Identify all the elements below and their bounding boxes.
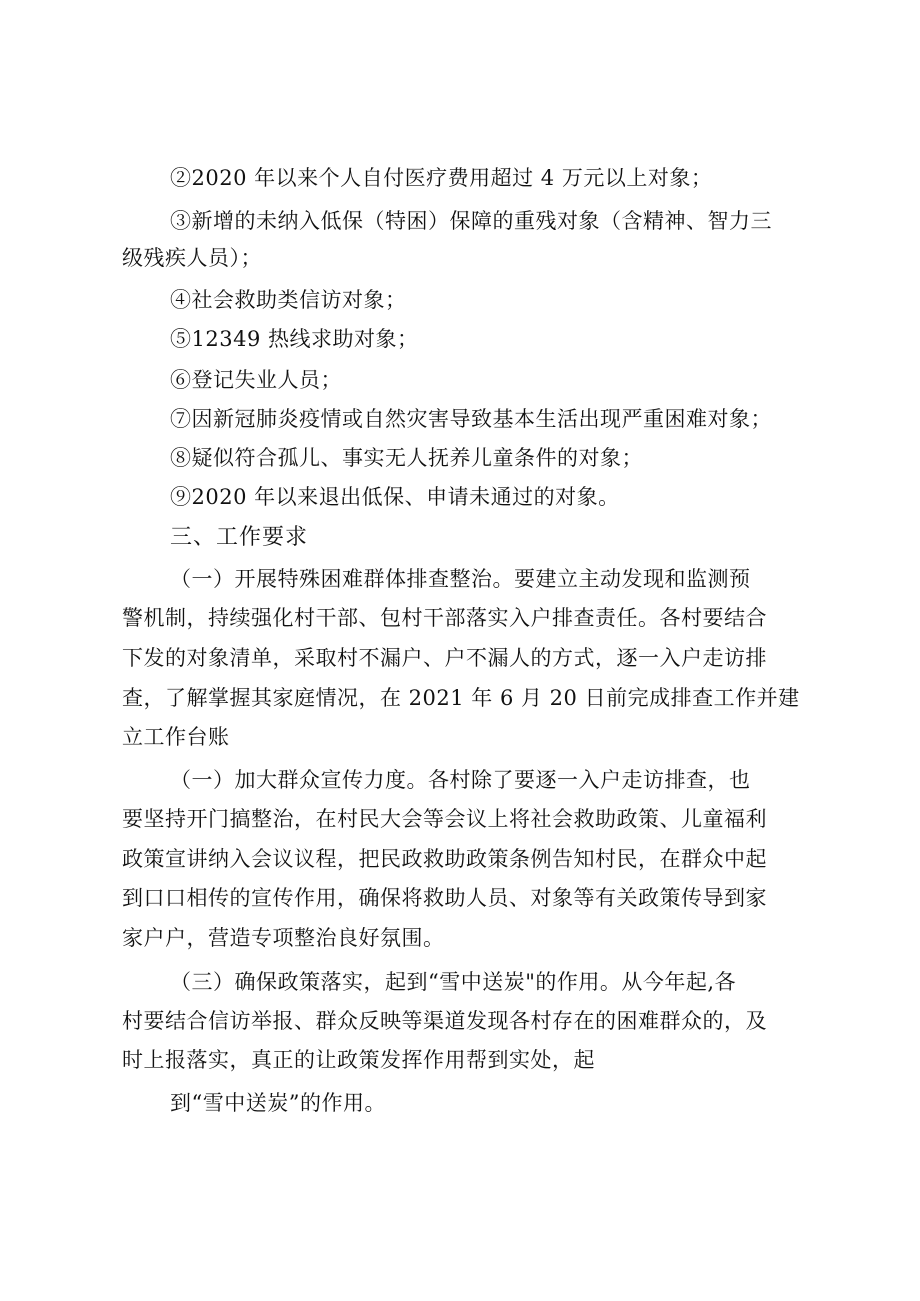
para3-line-4: 到“雪中送炭”的作用。 — [170, 1091, 386, 1115]
para1-line-4: 查，了解掌握其家庭情况，在 2021 年 6 月 20 日前完成排查工作并建 — [122, 686, 800, 710]
list-item-8: ⑧疑似符合孤儿、事实无人抚养儿童条件的对象； — [170, 446, 643, 470]
list-item-4: ④社会救助类信访对象； — [170, 288, 407, 312]
para2-line-5: 家户户，营造专项整治良好氛围。 — [122, 926, 445, 950]
para2-line-2: 要坚持开门搞整治，在村民大会等会议上将社会救助政策、儿童福利 — [122, 807, 767, 831]
para3-line-3: 时上报落实，真正的让政策发挥作用帮到实处，起 — [122, 1048, 595, 1072]
para1-line-5: 立工作台账 — [122, 725, 230, 749]
list-item-5: ⑤12349 热线求助对象； — [170, 327, 419, 351]
list-item-3: ③新增的未纳入低保（特困）保障的重残对象（含精神、智力三 — [170, 209, 772, 233]
list-item-9: ⑨2020 年以来退出低保、申请未通过的对象。 — [170, 485, 620, 509]
section-heading: 三、工作要求 — [170, 525, 309, 550]
list-item-6: ⑥登记失业人员； — [170, 368, 342, 392]
para1-line-1: （一）开展特殊困难群体排查整治。要建立主动发现和监测预 — [170, 567, 751, 591]
para2-line-1: （一）加大群众宣传力度。各村除了要逐一入户走访排查，也 — [170, 768, 751, 792]
list-item-2: ②2020 年以来个人自付医疗费用超过 4 万元以上对象； — [170, 166, 713, 190]
list-item-3-cont: 级残疾人员）； — [122, 246, 262, 270]
para1-line-2: 警机制，持续强化村干部、包村干部落实入户排查责任。各村要结合 — [122, 606, 767, 630]
para2-line-4: 到口口相传的宣传作用，确保将救助人员、对象等有关政策传导到家 — [122, 886, 767, 910]
list-item-7: ⑦因新冠肺炎疫情或自然灾害导致基本生活出现严重困难对象； — [170, 407, 772, 431]
para2-line-3: 政策宣讲纳入会议议程，把民政救助政策条例告知村民，在群众中起 — [122, 847, 767, 871]
para3-line-1: （三）确保政策落实，起到“雪中送炭"的作用。从今年起,各 — [170, 970, 737, 994]
para1-line-3: 下发的对象清单，采取村不漏户、户不漏人的方式，逐一入户走访排 — [122, 646, 767, 670]
para3-line-2: 村要结合信访举报、群众反映等渠道发现各村存在的困难群众的，及 — [122, 1009, 767, 1033]
